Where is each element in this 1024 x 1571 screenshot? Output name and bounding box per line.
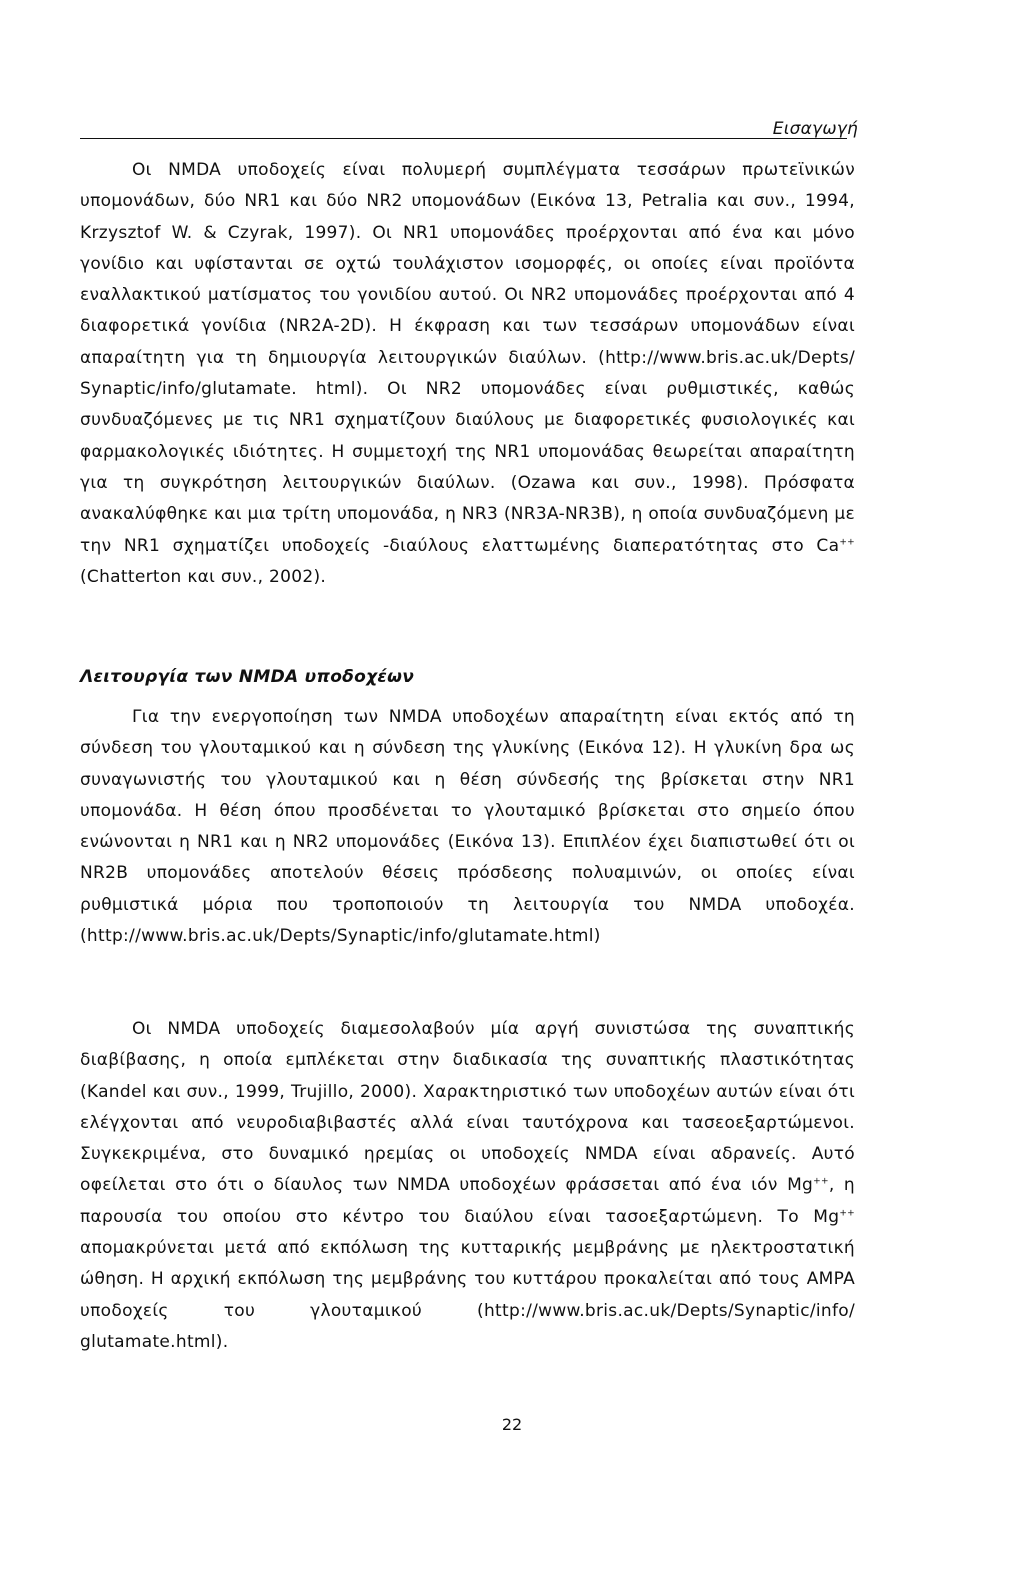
paragraph-3-text-a: Οι NMDA υποδοχείς διαμεσολαβούν μία αργή συνιστώσα της συναπτικής διαβίβασης, η οποία εμπλέκεται στην διαδικασία της συναπτικής πλαστικότητας (Kandel και συν., 1999, Trujillo, 2000). Χαρακτηριστικό των υποδοχέων αυτών είναι ότι ελέγχονται από νευροδιαβιβαστές αλλά είναι ταυτόχρονα και τασεοεξαρτώμενοι. Συγκεκριμένα, στο δυναμικό ηρεμίας οι υποδοχείς NMDA είναι αδρανείς. Αυτό οφείλεται στο ότι ο δίαυλος των NMDA υποδοχέων φράσσεται από ένα ιόν Mg <box>80 1019 855 1196</box>
superscript: ++ <box>813 1176 829 1187</box>
paragraph-3-text-b: , η παρουσία του οποίου στο κέντρο του διαύλου είναι τασοεξαρτώμενη. Το Mg <box>80 1175 856 1227</box>
running-header: Εισαγωγή <box>772 119 858 139</box>
paragraph-1-text: Οι NMDA υποδοχείς είναι πολυμερή συμπλέγματα τεσσάρων πρωτεϊνικών υπομονάδων, δύο NR1 και δύο NR2 υπομονάδων (Εικόνα 13, Petralia και συν., 1994, Krzysztof W. & Czyrak, 1997). Οι NR1 υπομονάδες προέρχονται από ένα και μόνο γονίδιο και υφίστανται σε οχτώ τουλάχιστον ισομορφές, οι οποίες είναι προϊόντα εναλλακτικού ματίσματος του γονιδίου αυτού. Οι NR2 υπομονάδες προέρχονται από 4 διαφορετικά γονίδια (NR2A-2D). Η έκφραση και των τεσσάρων υπομονάδων είναι απαραίτητη για τη δημιουργία λειτουργικών διαύλων. (http://www.bris.ac.uk/Depts/ Synaptic/info/glutamate. html). Οι NR2 υπομονάδες είναι ρυθμιστικές, καθώς συνδυαζόμενες με τις NR1 σχηματίζουν διαύλους με διαφορετικές φυσιολογικές και φαρμακολογικές ιδιότητες. Η συμμετοχή της NR1 υπομονάδας θεωρείται απαραίτητη για τη συγκρότηση λειτουργικών διαύλων. (Ozawa και συν., 1998). Πρόσφατα ανακαλύφθηκε και μια τρίτη υπομονάδα, η NR3 (NR3A-NR3B), η οποία συνδυαζόμενη με την NR1 σχηματίζει υποδοχείς -διαύλους ελαττωμένης διαπερατότητας στο Ca <box>80 160 855 556</box>
paragraph-3 <box>80 1014 855 1358</box>
paragraph-2 <box>80 702 855 952</box>
section-heading: Λειτουργία των NMDA υποδοχέων <box>80 667 415 687</box>
header-rule <box>80 138 847 139</box>
paragraph-1-end: (Chatterton και συν., 2002). <box>80 566 327 587</box>
page-number: 22 <box>501 1415 523 1434</box>
paragraph-1 <box>80 155 855 593</box>
paragraph-2-text: Για την ενεργοποίηση των NMDA υποδοχέων απαραίτητη είναι εκτός από τη σύνδεση του γλουταμικού και η σύνδεση της γλυκίνης (Εικόνα 12). Η γλυκίνη δρα ως συναγωνιστής του γλουταμικού και η θέση σύνδεσής της βρίσκεται στην NR1 υπομονάδα. Η θέση όπου προσδένεται το γλουταμικό βρίσκεται στο σημείο όπου ενώνονται η NR1 και η NR2 υπομονάδες (Εικόνα 13). Επιπλέον έχει διαπιστωθεί ότι οι NR2B υπομονάδες αποτελούν θέσεις πρόσδεσης πολυαμινών, οι οποίες είναι ρυθμιστικά μόρια που τροποποιούν τη λειτουργία του NMDA υποδοχέα. (http://www.bris.ac.uk/Depts/Synaptic/info/glutamate.html) <box>80 707 855 947</box>
paragraph-3-text-c: απομακρύνεται μετά από εκπόλωση της κυτταρικής μεμβράνης με ηλεκτροστατική ώθηση. Η αρχική εκπόλωση της μεμβράνης του κυττάρου προκαλείται από τους AMPA υποδοχείς του γλουταμικού (http://www.bris.ac.uk/Depts/Synaptic/info/ glutamate.html). <box>80 1238 855 1352</box>
superscript: ++ <box>839 1208 855 1219</box>
superscript: ++ <box>839 536 855 547</box>
